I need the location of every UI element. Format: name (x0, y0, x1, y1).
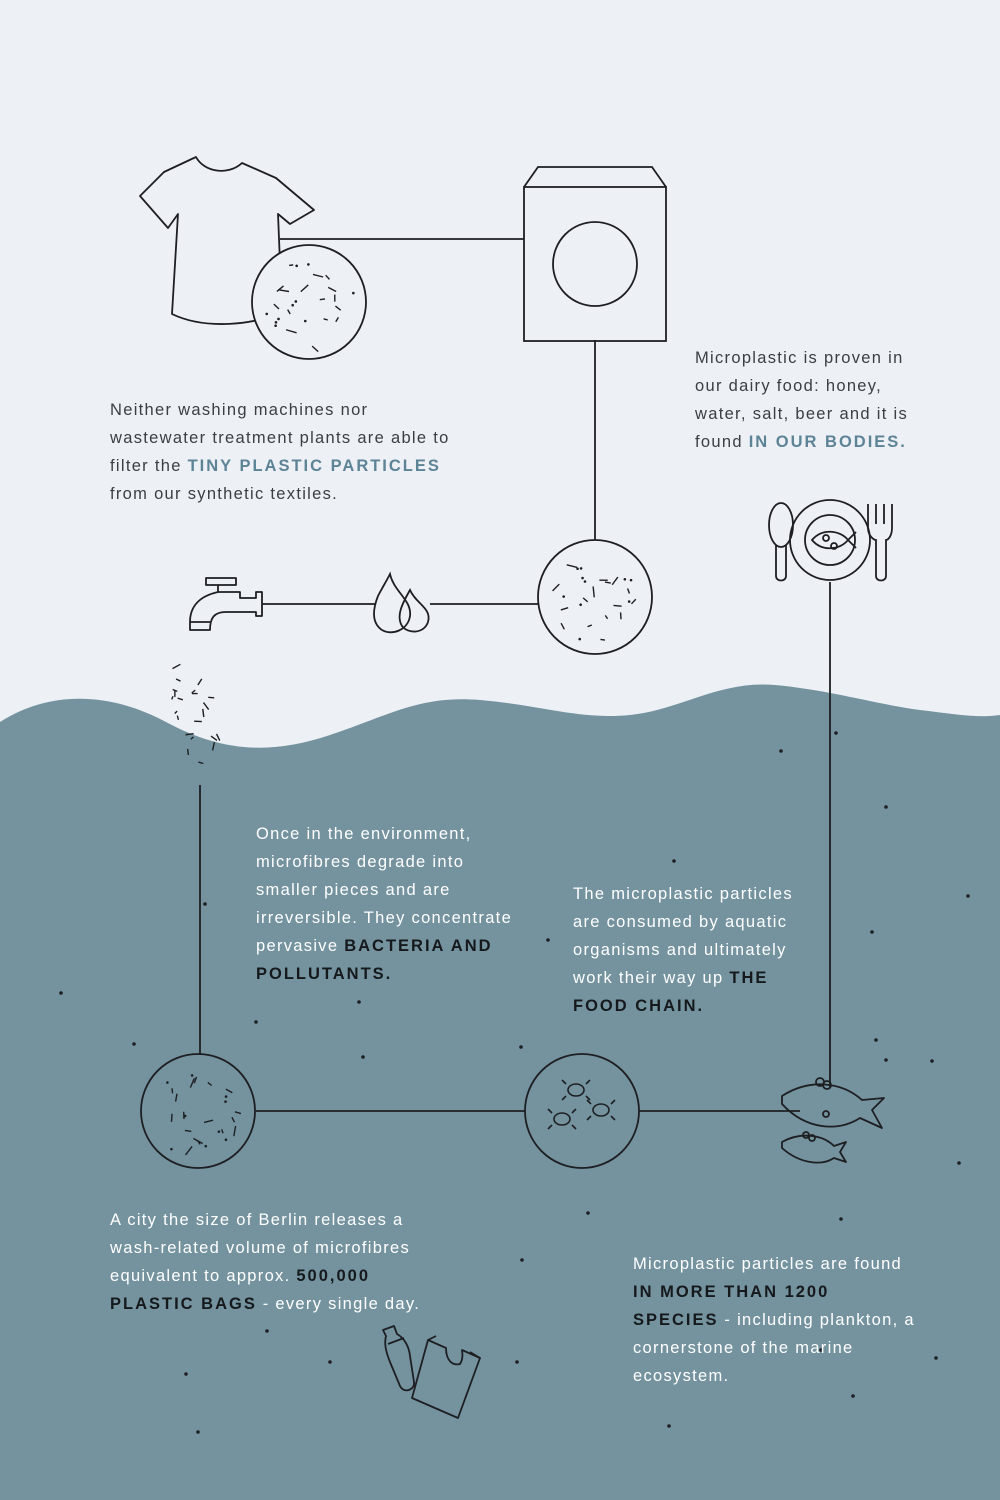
speck (884, 805, 888, 809)
speck (361, 1055, 365, 1059)
fibre (307, 263, 310, 266)
fibre (225, 1138, 228, 1141)
fibre (191, 1074, 194, 1077)
fibre (578, 638, 581, 641)
fibre (170, 1148, 173, 1151)
fibre (613, 605, 621, 606)
speck (546, 938, 550, 942)
speck (779, 749, 783, 753)
fibre (265, 313, 268, 316)
fibre (581, 577, 584, 580)
fibre (217, 734, 220, 741)
speck (520, 1258, 524, 1262)
fibre (352, 292, 355, 295)
fibre (172, 696, 173, 699)
fibre (628, 600, 631, 603)
speck (357, 1000, 361, 1004)
speck (59, 991, 63, 995)
speck (966, 894, 970, 898)
fibre (177, 716, 178, 720)
plate-fork-spoon-icon (769, 500, 892, 581)
speck (586, 1211, 590, 1215)
speck (328, 1360, 332, 1364)
fibre (166, 1081, 169, 1084)
species-text: Microplastic particles are found IN MORE THAN 1200 SPECIES - including plankton, a cornerstone of the marine ecosystem. (633, 1255, 915, 1385)
fibre (289, 265, 293, 266)
fibre (203, 709, 204, 717)
speck (184, 1372, 188, 1376)
food-chain-text: The microplastic particles are consumed by aquatic organisms and ultimately work their way up THE FOOD CHAIN. (573, 885, 793, 1015)
water-drops-icon (374, 574, 429, 632)
fibre (562, 595, 565, 598)
speck (839, 1217, 843, 1221)
speck (930, 1059, 934, 1063)
fibre (275, 321, 278, 324)
speck (870, 930, 874, 934)
fibre (171, 1114, 172, 1122)
fibre (188, 749, 189, 755)
fibre (218, 1130, 221, 1133)
speck (934, 1356, 938, 1360)
speck (519, 1045, 523, 1049)
fibre (172, 1088, 173, 1093)
fibre (192, 690, 196, 693)
speck (132, 1042, 136, 1046)
speck (957, 1161, 961, 1165)
water-tap-icon (190, 578, 262, 630)
speck (203, 902, 207, 906)
fibre (295, 300, 298, 303)
speck (672, 859, 676, 863)
fibre (178, 698, 183, 700)
fibre (204, 1145, 207, 1148)
fibre (224, 1100, 227, 1103)
fibre (304, 320, 307, 323)
speck (265, 1329, 269, 1333)
microfibre-magnifier-icon (538, 540, 652, 654)
fibre (579, 603, 582, 606)
microfibre-magnifier-icon (252, 245, 366, 359)
fibre (277, 318, 280, 321)
environment-text: Once in the environment, microfibres degrade into smaller pieces and are irreversible. They concentrate pervasive BACTERIA AND POLLUTANTS. (256, 825, 513, 983)
fibre (211, 736, 217, 740)
speck (667, 1424, 671, 1428)
berlin-text: A city the size of Berlin releases a wash-related volume of microfibres equivalent to approx. 500,000 PLASTIC BAGS - every single day. (110, 1211, 421, 1313)
washing-machine-icon (524, 167, 666, 341)
fibre (605, 582, 611, 583)
speck (834, 731, 838, 735)
microfibre-magnifier-icon (141, 1054, 255, 1168)
speck (515, 1360, 519, 1364)
fibre (584, 580, 587, 583)
fibre (204, 703, 209, 710)
speck (884, 1058, 888, 1062)
fibre (175, 711, 177, 713)
fibre (274, 324, 277, 327)
fibre (198, 679, 202, 685)
fibre (624, 578, 627, 581)
fibre (225, 1095, 228, 1098)
speck (254, 1020, 258, 1024)
speck (851, 1394, 855, 1398)
fibre (172, 664, 180, 668)
speck (874, 1038, 878, 1042)
fibre (600, 639, 605, 640)
bodies-text: Microplastic is proven in our dairy food: honey, water, salt, beer and it is found IN OUR BODIES. (695, 349, 909, 451)
fibre (580, 567, 583, 570)
fibre (208, 697, 214, 698)
filter-text: Neither washing machines nor wastewater treatment plants are able to filter the TINY PLASTIC PARTICLES from our synthetic textiles. (110, 401, 450, 503)
fibre (291, 304, 294, 307)
speck (196, 1430, 200, 1434)
fibre (176, 679, 180, 681)
fibre (295, 265, 298, 268)
fibre (320, 299, 325, 300)
fibre (630, 579, 633, 582)
